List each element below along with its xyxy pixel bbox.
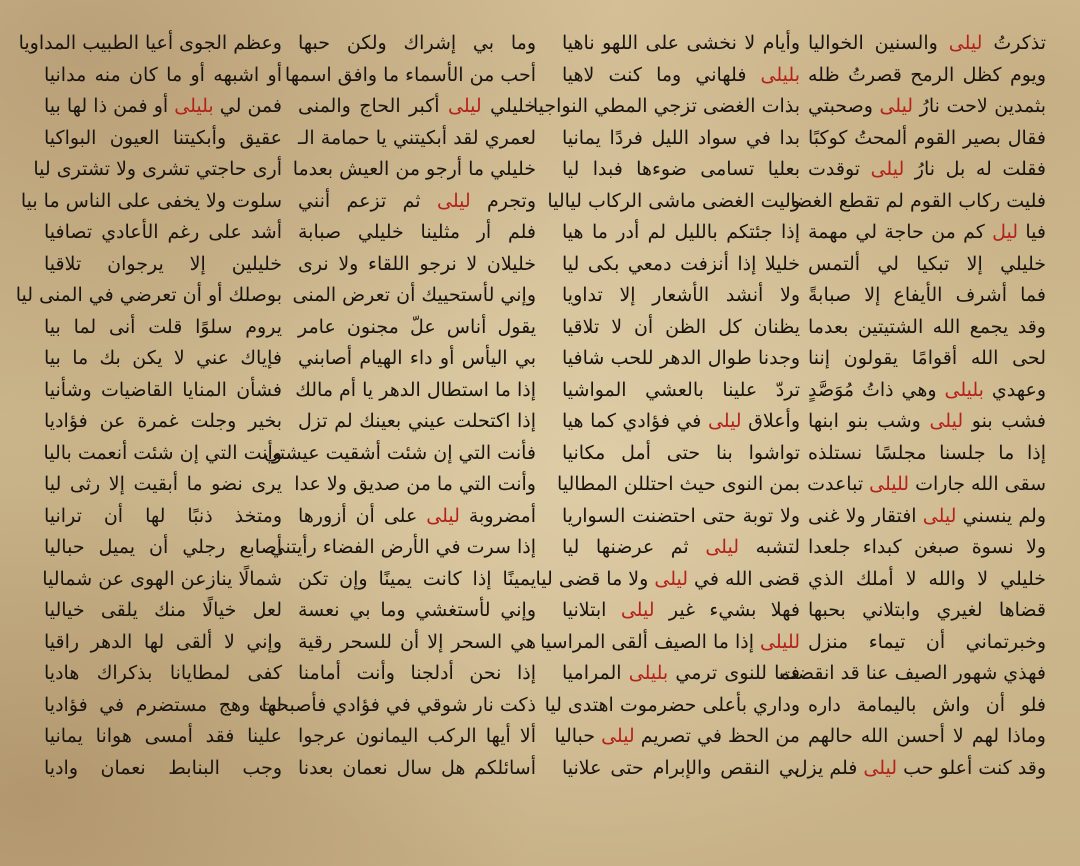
verse-line: [44, 595, 282, 627]
verse-line: [44, 249, 282, 281]
verse-line: [44, 627, 282, 659]
verse-text: فقال بصير القوم ألمحتُ كوكبًا: [808, 126, 1046, 149]
verse-text: أرى حاجتي تشرى ولا تشترى ليا: [33, 158, 282, 180]
verse-line: [556, 469, 800, 501]
verse-line: [808, 154, 1046, 186]
verse-line: [562, 28, 800, 60]
verse-text: خليلان لا نرجو اللقاء ولا نرى: [298, 252, 536, 275]
verse-line: [547, 186, 800, 218]
verse-line: [44, 91, 282, 123]
rubricated-name: بليلى: [174, 95, 214, 117]
poem-column-4: [15, 28, 282, 784]
verse-text: فشأن المنايا القاضيات وشأنيا: [44, 378, 282, 401]
verse-line: [808, 217, 1046, 249]
verse-text: لحى الله أقوامًا يقولون إننا: [808, 347, 1046, 369]
verse-text: إذا جئتكم بالليل لم أدر ما هيا: [562, 221, 800, 243]
verse-line: [298, 217, 536, 249]
verse-line: [44, 690, 282, 722]
verse-text: خليلي لا والله لا أملك الذي: [808, 567, 1046, 590]
verse-text: بي النقص والإبرام حتى علانيا: [562, 756, 800, 779]
verse-text: فإياك عني لا يكن بك ما بيا: [44, 347, 282, 369]
rubricated-name: لليلى: [869, 473, 910, 495]
verse-text: ولا ما قضى ليا: [535, 567, 655, 590]
verse-text: علينا فقد أمسى هوانا يمانيا: [44, 725, 282, 747]
verse-line: [298, 123, 536, 155]
rubricated-name: ليلى: [705, 536, 739, 558]
verse-line: [562, 595, 800, 627]
verse-text: إذا ما استطال الدهر يا أم مالك: [295, 378, 536, 401]
verse-text: بخير وجلت غمرة عن فؤاديا: [44, 410, 282, 432]
verse-line: [44, 469, 282, 501]
verse-line: [258, 690, 536, 722]
verse-line: [808, 91, 1046, 123]
verse-text: لها وهج مستضرم في فؤاديا: [44, 693, 282, 716]
verse-line: [562, 532, 800, 564]
verse-text: وعهدي: [983, 378, 1046, 401]
verse-text: وعظم الجوى أعيا الطبيب المداويا: [18, 32, 282, 54]
rubricated-name: ليلى: [707, 410, 742, 432]
verse-text: في فؤادي كما هيا: [562, 410, 708, 432]
verse-text: خليلي إلا تبكيا لي ألتمس: [808, 252, 1046, 275]
verse-line: [298, 28, 536, 60]
verse-line: [20, 186, 282, 218]
verse-text: فلهاني وما كنت لاهيا: [562, 63, 761, 86]
verse-line: [808, 406, 1046, 438]
verse-line: [298, 343, 536, 375]
verse-line: [292, 280, 536, 312]
verse-line: [562, 501, 800, 533]
verse-text: خليلي ما أرجو من العيش بعدما: [292, 158, 536, 180]
verse-line: [298, 406, 536, 438]
verse-text: بثمدين لاحت نارُ: [913, 95, 1046, 117]
verse-text: ولا نسوة صبغن كبداء جلعدا: [808, 536, 1046, 558]
verse-line: [544, 690, 800, 722]
verse-text: بوصلك أو أن تعرضي في المنى ليا: [15, 284, 282, 306]
verse-line: [562, 249, 800, 281]
verse-text: أصابع رجلي أن يميل حباليا: [44, 536, 282, 558]
verse-text: ويوم كظل الرمح قصرتُ ظله: [808, 63, 1046, 86]
verse-line: [44, 658, 282, 690]
verse-text: فمن لي: [213, 95, 282, 117]
verse-line: [44, 501, 282, 533]
verse-text: تواشوا بنا حتى أمل مكانيا: [562, 441, 800, 464]
verse-line: [264, 438, 536, 470]
verse-text: فما للنوى ترمي: [668, 662, 800, 684]
verse-text: وهي ذاتُ مُوَصَّدٍ: [808, 378, 945, 401]
verse-text: ومتخذ ذنبًا لها أن ترانيا: [44, 504, 282, 527]
verse-text: أكبر الحاج والمنى: [298, 95, 449, 117]
verse-line: [44, 312, 282, 344]
verse-text: ألا أيها الركب اليمانون عرجوا: [298, 725, 536, 747]
rubricated-name: ليلى: [436, 189, 471, 212]
verse-text: ثم عرضنها ليا: [562, 536, 706, 558]
verse-text: أشد على رغم الأعادي تصافيا: [44, 221, 282, 243]
verse-line: [562, 375, 800, 407]
verse-text: بذات الغضى تزجي المطي النواجيا: [532, 95, 800, 117]
verse-text: فلو أن واش باليمامة داره: [808, 693, 1046, 716]
verse-line: [562, 406, 800, 438]
verse-text: وقد يجمع الله الشتيتين بعدما: [808, 315, 1046, 338]
rubricated-name: بليلى: [760, 63, 800, 86]
verse-text: أحب من الأسماء ما وافق اسمها: [284, 63, 536, 86]
verse-line: [808, 690, 1046, 722]
verse-line: [562, 217, 800, 249]
verse-text: وإني لا ألقى لها الدهر راقيا: [44, 630, 282, 653]
rubricated-name: ليلى: [601, 725, 635, 747]
verse-line: [44, 343, 282, 375]
rubricated-name: ليلى: [654, 567, 689, 590]
verse-text: إذا نحن أدلجنا وأنت أمامنا: [298, 662, 536, 684]
verse-text: بي اليأس أو داء الهيام أصابني: [298, 347, 536, 369]
verse-text: بدا في سواد الليل فردًا يمانيا: [562, 126, 800, 149]
verse-line: [44, 532, 282, 564]
verse-line: [298, 312, 536, 344]
rubricated-name: ليلى: [870, 158, 905, 180]
verse-text: وإني لأستغشي وما بي نعسة: [298, 599, 536, 621]
verse-text: لعل خيالًا منك يلقى خياليا: [44, 599, 282, 621]
verse-line: [532, 91, 800, 123]
verse-line: [808, 469, 1046, 501]
verse-line: [44, 217, 282, 249]
verse-text: كفى لمطايانا بذكراك هاديا: [44, 662, 282, 684]
poem-column-2: [532, 28, 800, 784]
verse-line: [793, 753, 1046, 785]
verse-line: [33, 154, 282, 186]
verse-text: وقد كنت أعلو حب: [897, 756, 1046, 779]
verse-line: [808, 564, 1046, 596]
verse-text: تذكرتُ: [982, 32, 1046, 54]
rubricated-name: بليلى: [944, 378, 984, 401]
verse-text: وأعلاق: [741, 410, 800, 432]
verse-text: وصحبتي: [808, 95, 880, 117]
verse-text: فلم أر مثلينا خليلي صبابة: [298, 221, 536, 243]
verse-line: [540, 627, 800, 659]
verse-text: خليلين إلا يرجوان تلاقيا: [44, 252, 282, 275]
rubricated-name: لليلى: [760, 630, 800, 653]
rubricated-name: ليلى: [448, 95, 482, 117]
verse-text: تباعدت: [807, 473, 870, 495]
verse-line: [808, 438, 1046, 470]
verse-text: وليت الغضى ماشى الركاب لياليا: [547, 189, 800, 212]
verse-line: [790, 186, 1046, 218]
verse-line: [298, 186, 536, 218]
verse-text: خليلي: [481, 95, 536, 117]
verse-text: قضى الله في: [688, 567, 800, 590]
rubricated-name: ليلى: [879, 95, 914, 117]
verse-line: [298, 753, 536, 785]
verse-text: ذكت نار شوقي في فؤادي فأصبحت: [258, 693, 536, 716]
verse-text: فشب بنو: [963, 410, 1046, 432]
verse-text: وشب بنو ابنها: [808, 410, 930, 432]
verse-line: [808, 721, 1046, 753]
verse-text: إذا اكتحلت عيني بعينك لم تزل: [298, 410, 536, 432]
rubricated-name: ليل: [992, 221, 1019, 243]
verse-line: [535, 564, 800, 596]
verse-text: ثم تزعم أنني: [298, 189, 437, 212]
verse-line: [44, 123, 282, 155]
verse-line: [808, 501, 1046, 533]
verse-text: خليلا إذا أنزفت دمعي بكى ليا: [562, 252, 800, 275]
verse-text: لعمري لقد أبكيتني يا حمامة الـ: [298, 126, 536, 149]
verse-line: [808, 375, 1046, 407]
verse-line: [808, 123, 1046, 155]
verse-line: [298, 627, 536, 659]
verse-line: [562, 312, 800, 344]
rubricated-name: ليلى: [948, 32, 983, 54]
verse-line: [562, 123, 800, 155]
verse-text: يمينًا إذا كانت يمينًا وإن تكن: [298, 567, 536, 590]
verse-text: إذا سرت في الأرض الفضاء رأيتني: [269, 536, 536, 558]
verse-text: إذا ما جلسنا مجلسًا نستلذه: [808, 441, 1046, 464]
verse-text: ابتلانيا: [562, 599, 621, 621]
verse-line: [44, 721, 282, 753]
verse-text: من الحظ في تصريم: [634, 725, 800, 747]
verse-text: شمالًا ينازعن الهوى عن شماليا: [42, 567, 282, 590]
verse-line: [44, 564, 282, 596]
verse-text: وخبرتماني أن تيماء منزل: [808, 630, 1046, 653]
verse-text: فيا: [1018, 221, 1046, 243]
verse-line: [292, 154, 536, 186]
verse-line: [18, 28, 282, 60]
verse-text: والسنين الخواليا: [808, 32, 949, 54]
verse-text: وجدنا طوال الدهر للحب شافيا: [562, 347, 800, 369]
rubricated-name: ليلى: [863, 756, 898, 779]
verse-text: قضاها لغيري وابتلاني بحبها: [808, 599, 1046, 621]
verse-line: [298, 501, 536, 533]
verse-text: يرى نضو ما أبقيت إلا رثى ليا: [44, 473, 282, 495]
verse-line: [808, 249, 1046, 281]
verse-line: [269, 532, 536, 564]
verse-line: [808, 627, 1046, 659]
verse-text: توقدت: [808, 158, 871, 180]
verse-text: فما أشرف الأيفاع إلا صبابةً: [808, 284, 1046, 306]
verse-text: فهذي شهور الصيف عنا قد انقضت: [779, 662, 1046, 684]
verse-text: وجب البنابط نعمان واديا: [44, 756, 282, 779]
verse-text: ولا أنشد الأشعار إلا تداويا: [562, 284, 800, 306]
verse-line: [298, 564, 536, 596]
verse-text: وأنت التي ما من صديق ولا عدا: [294, 473, 536, 495]
verse-line: [808, 595, 1046, 627]
verse-line: [298, 658, 536, 690]
verse-line: [44, 375, 282, 407]
verse-line: [44, 438, 282, 470]
verse-line: [295, 375, 536, 407]
verse-text: عقيق وأبكيتنا العيون البواكيا: [44, 126, 282, 149]
verse-text: وأيام لا نخشى على اللهو ناهيا: [562, 32, 800, 54]
verse-line: [15, 280, 282, 312]
verse-line: [779, 658, 1046, 690]
verse-text: وماذا لهم لا أحسن الله حالهم: [808, 725, 1046, 747]
verse-text: المراميا: [562, 662, 629, 684]
rubricated-name: ليلى: [922, 504, 957, 527]
verse-text: ولا توبة حتى احتضنت السواريا: [562, 504, 800, 527]
verse-text: تردّ علينا بالعشي المواشيا: [562, 378, 800, 401]
verse-line: [808, 343, 1046, 375]
verse-text: ولم ينسني: [956, 504, 1047, 527]
verse-line: [562, 438, 800, 470]
verse-line: [562, 658, 800, 690]
verse-line: [562, 60, 800, 92]
verse-text: فهلا بشيء غير: [654, 599, 800, 621]
verse-text: يظنان كل الظن أن لا تلاقيا: [562, 315, 800, 338]
verse-line: [808, 312, 1046, 344]
verse-text: حباليا: [554, 725, 602, 747]
poem-column-1: [779, 28, 1047, 784]
verse-line: [284, 60, 536, 92]
verse-text: افتقار ولا غنى: [808, 504, 923, 527]
verse-text: أو فمن ذا لها بيا: [44, 95, 175, 117]
verse-line: [554, 721, 800, 753]
verse-text: إذا ما الصيف ألقى المراسيا: [540, 630, 761, 653]
verse-text: هي السحر إلا أن للسحر رقية: [298, 630, 536, 653]
verse-text: بعليا تسامى ضوءها فبدا ليا: [562, 158, 800, 180]
verse-text: سلوت ولا يخفى على الناس ما بيا: [20, 189, 282, 212]
rubricated-name: بليلى: [628, 662, 669, 684]
verse-line: [562, 280, 800, 312]
verse-line: [44, 406, 282, 438]
verse-line: [298, 721, 536, 753]
verse-text: فليت ركاب القوم لم تقطع الغضا: [790, 189, 1046, 212]
verse-text: فلم يزل: [793, 756, 864, 779]
verse-text: أو اشبهه أو ما كان منه مدانيا: [44, 63, 282, 86]
verse-line: [298, 249, 536, 281]
verse-text: وما بي إشراك ولكن حبها: [298, 32, 536, 54]
poem-column-3: [258, 28, 536, 784]
verse-text: وداري بأعلى حضرموت اهتدى ليا: [544, 693, 800, 716]
verse-line: [562, 753, 800, 785]
verse-text: وأنت التي إن شئت أنعمت باليا: [43, 441, 282, 464]
verse-text: بمن النوى حيث احتللن المطاليا: [556, 473, 800, 495]
verse-line: [808, 60, 1046, 92]
verse-text: لتشبه: [738, 536, 800, 558]
rubricated-name: ليلى: [620, 599, 655, 621]
verse-line: [808, 280, 1046, 312]
verse-text: أمضروبة: [459, 504, 536, 527]
verse-text: فأنت التي إن شئت أشقيت عيشتي: [264, 441, 536, 464]
verse-text: كم من حاجة لي مهمة: [808, 221, 993, 243]
verse-line: [298, 595, 536, 627]
verse-line: [808, 532, 1046, 564]
verse-line: [44, 60, 282, 92]
verse-line: [562, 343, 800, 375]
verse-text: أسائلكم هل سال نعمان بعدنا: [298, 756, 536, 779]
verse-line: [44, 753, 282, 785]
verse-line: [562, 154, 800, 186]
verse-text: فقلت له بل نارُ: [904, 158, 1046, 180]
verse-text: سقى الله جارات: [909, 473, 1046, 495]
rubricated-name: ليلى: [929, 410, 964, 432]
verse-line: [298, 91, 536, 123]
verse-line: [294, 469, 536, 501]
verse-text: على أن أزورها: [298, 504, 427, 527]
verse-text: يقول أناس علّ مجنون عامر: [298, 315, 536, 338]
verse-text: وتجرم: [470, 189, 536, 212]
verse-text: وإني لأستحييك أن تعرض المنى: [292, 284, 536, 306]
rubricated-name: ليلى: [426, 504, 460, 527]
verse-line: [808, 28, 1046, 60]
verse-text: يروم سلوًا قلت أنى لما بيا: [44, 315, 282, 338]
